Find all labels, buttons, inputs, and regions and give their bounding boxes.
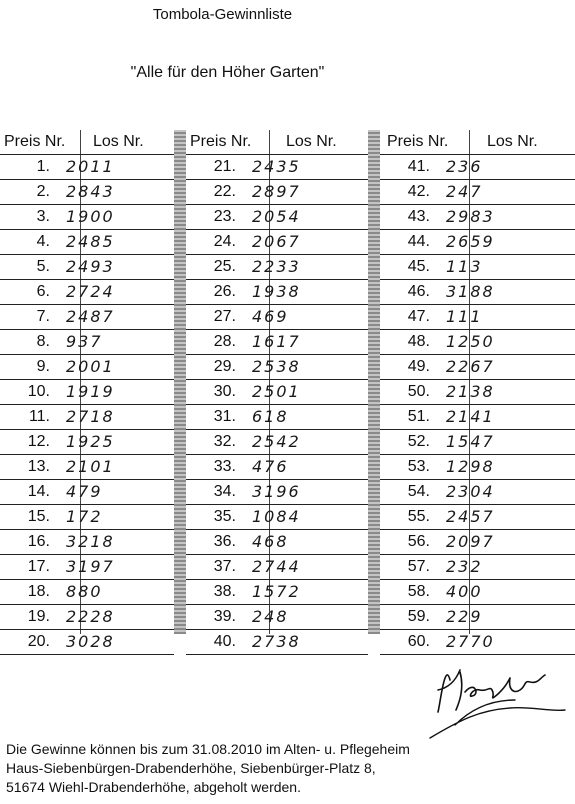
header-los-1: Los Nr. [93,133,144,150]
prize-number: 4. [36,233,50,250]
prize-number: 19. [27,608,50,625]
prize-number: 47. [407,308,430,325]
prize-number: 53. [407,458,430,475]
prize-number: 17. [27,558,50,575]
ticket-number: 2054 [252,207,301,226]
prize-number: 20. [27,633,50,650]
prize-number: 3. [36,208,50,225]
table-row [380,480,575,505]
prize-number: 34. [213,483,236,500]
prize-number: 40. [213,633,236,650]
table-row [0,255,174,280]
table-row [186,480,368,505]
ticket-number: 2141 [446,407,495,426]
ticket-number: 2435 [252,157,301,176]
prize-number: 23. [213,208,236,225]
prize-number: 43. [407,208,430,225]
prize-number: 16. [27,533,50,550]
prize-number: 52. [407,433,430,450]
prize-number: 32. [213,433,236,450]
ticket-number: 1938 [252,282,301,301]
ticket-number: 1547 [446,432,495,451]
prize-number: 24. [213,233,236,250]
ticket-number: 1900 [66,207,115,226]
table-row [186,305,368,330]
prize-number: 10. [27,383,50,400]
table-row [186,505,368,530]
ticket-number: 400 [446,582,483,601]
ticket-number: 2228 [66,607,115,626]
table-row [0,480,174,505]
prize-number: 59. [407,608,430,625]
ticket-number: 3218 [66,532,115,551]
table-row [186,380,368,405]
table-row [380,205,575,230]
table-row [0,505,174,530]
table-row [380,505,575,530]
prize-number: 45. [407,258,430,275]
table-row [186,180,368,205]
table-row [0,580,174,605]
table-row [380,230,575,255]
table-row [186,230,368,255]
table-row [186,430,368,455]
prize-number: 8. [36,333,50,350]
ticket-number: 2011 [66,157,115,176]
table-row [0,280,174,305]
prize-number: 51. [407,408,430,425]
table-row [0,630,174,655]
table-row [186,605,368,630]
table-row [380,380,575,405]
ticket-number: 2501 [252,382,301,401]
table-row [186,630,368,655]
prize-number: 30. [213,383,236,400]
prize-number: 22. [213,183,236,200]
ticket-number: 479 [66,482,103,501]
ticket-number: 2659 [446,232,495,251]
table-row [380,605,575,630]
ticket-number: 880 [66,582,103,601]
header-los-3: Los Nr. [487,133,538,150]
table-row [380,280,575,305]
table-row [380,430,575,455]
table-row [380,255,575,280]
ticket-number: 3188 [446,282,495,301]
prize-number: 9. [36,358,50,375]
table-row [0,154,174,180]
ticket-number: 2983 [446,207,495,226]
ticket-number: 3028 [66,632,115,651]
table-row [186,205,368,230]
table-row [0,455,174,480]
ticket-number: 2267 [446,357,495,376]
page-title: Tombola-Gewinnliste [152,6,293,23]
table-row [0,305,174,330]
ticket-number: 1617 [252,332,301,351]
prize-number: 49. [407,358,430,375]
table-row [0,380,174,405]
ticket-number: 2097 [446,532,495,551]
table-row [380,530,575,555]
column-divider [368,130,380,634]
prize-column-3 [380,154,575,655]
table-row [186,530,368,555]
ticket-number: 2457 [446,507,495,526]
prize-number: 5. [36,258,50,275]
table-row [0,530,174,555]
prize-number: 37. [213,558,236,575]
ticket-number: 172 [66,507,103,526]
table-row [186,355,368,380]
prize-number: 54. [407,483,430,500]
prize-number: 48. [407,333,430,350]
table-row [0,555,174,580]
ticket-number: 1298 [446,457,495,476]
page-subtitle: "Alle für den Höher Garten" [130,64,325,81]
ticket-number: 2843 [66,182,115,201]
ticket-number: 232 [446,557,483,576]
ticket-number: 1925 [66,432,115,451]
ticket-number: 1084 [252,507,301,526]
ticket-number: 2744 [252,557,301,576]
ticket-number: 476 [252,457,289,476]
prize-number: 60. [407,633,430,650]
prize-number: 11. [28,408,50,425]
prize-number: 12. [27,433,50,450]
table-row [0,180,174,205]
table-row [0,230,174,255]
ticket-number: 2001 [66,357,115,376]
table-row [186,255,368,280]
table-row [0,605,174,630]
prize-column-2 [186,154,368,655]
footer-line: Die Gewinne können bis zum 31.08.2010 im Alten- u. Pflegeheim [6,741,410,757]
ticket-number: 229 [446,607,483,626]
table-row [0,330,174,355]
header-preis-1: Preis Nr. [4,133,66,150]
prize-number: 25. [213,258,236,275]
signature [420,650,570,740]
ticket-number: 2724 [66,282,115,301]
header-preis-3: Preis Nr. [387,133,449,150]
prize-number: 46. [407,283,430,300]
prize-number: 13. [27,458,50,475]
prize-number: 36. [213,533,236,550]
header-preis-2: Preis Nr. [190,133,252,150]
prize-number: 29. [213,358,236,375]
table-row [380,355,575,380]
footer-line: 51674 Wiehl-Drabenderhöhe, abgeholt werden. [6,779,301,795]
prize-number: 39. [213,608,236,625]
table-row [186,455,368,480]
table-row [0,205,174,230]
table-row [380,154,575,180]
table-row [380,580,575,605]
ticket-number: 2304 [446,482,495,501]
table-row [0,430,174,455]
prize-number: 57. [407,558,430,575]
prize-number: 7. [36,308,50,325]
table-row [186,555,368,580]
prize-number: 50. [407,383,430,400]
ticket-number: 1919 [66,382,115,401]
header-los-2: Los Nr. [286,133,337,150]
prize-number: 31. [213,408,236,425]
ticket-number: 468 [252,532,289,551]
table-row [380,330,575,355]
ticket-number: 3196 [252,482,301,501]
ticket-number: 2485 [66,232,115,251]
ticket-number: 2487 [66,307,115,326]
ticket-number: 2138 [446,382,495,401]
ticket-number: 618 [252,407,289,426]
ticket-number: 247 [446,182,483,201]
ticket-number: 2538 [252,357,301,376]
ticket-number: 2897 [252,182,301,201]
table-row [380,455,575,480]
table-row [380,305,575,330]
table-row [380,555,575,580]
ticket-number: 2542 [252,432,301,451]
footer-note [6,740,566,797]
prize-number: 38. [213,583,236,600]
prize-column-1 [0,154,174,655]
prize-number: 35. [213,508,236,525]
prize-number: 41. [407,158,430,175]
prize-number: 42. [407,183,430,200]
ticket-number: 2770 [446,632,495,651]
ticket-number: 1250 [446,332,495,351]
prize-number: 15. [27,508,50,525]
ticket-number: 113 [446,257,483,276]
ticket-number: 248 [252,607,289,626]
table-row [186,330,368,355]
prize-number: 14. [27,483,50,500]
table-row [380,180,575,205]
table-row [380,405,575,430]
prize-number: 58. [407,583,430,600]
prize-number: 6. [36,283,50,300]
prize-number: 1. [36,158,50,175]
table-row [186,280,368,305]
prize-number: 56. [407,533,430,550]
prize-number: 27. [213,308,236,325]
prize-number: 18. [27,583,50,600]
prize-number: 44. [407,233,430,250]
table-row [186,405,368,430]
ticket-number: 469 [252,307,289,326]
prize-number: 26. [213,283,236,300]
ticket-number: 2067 [252,232,301,251]
footer-line: Haus-Siebenbürgen-Drabenderhöhe, Siebenbürger-Platz 8, [6,760,376,776]
prize-number: 28. [213,333,236,350]
ticket-number: 111 [446,307,483,326]
ticket-number: 2718 [66,407,115,426]
prize-number: 55. [407,508,430,525]
ticket-number: 2233 [252,257,301,276]
ticket-number: 2101 [66,457,115,476]
ticket-number: 2493 [66,257,115,276]
prize-number: 2. [36,183,50,200]
ticket-number: 1572 [252,582,301,601]
prize-number: 33. [213,458,236,475]
column-divider [174,130,186,634]
ticket-number: 3197 [66,557,115,576]
prize-number: 21. [213,158,236,175]
table-row [186,154,368,180]
table-row [186,580,368,605]
table-row [0,355,174,380]
ticket-number: 236 [446,157,483,176]
table-row [0,405,174,430]
ticket-number: 937 [66,332,103,351]
ticket-number: 2738 [252,632,301,651]
